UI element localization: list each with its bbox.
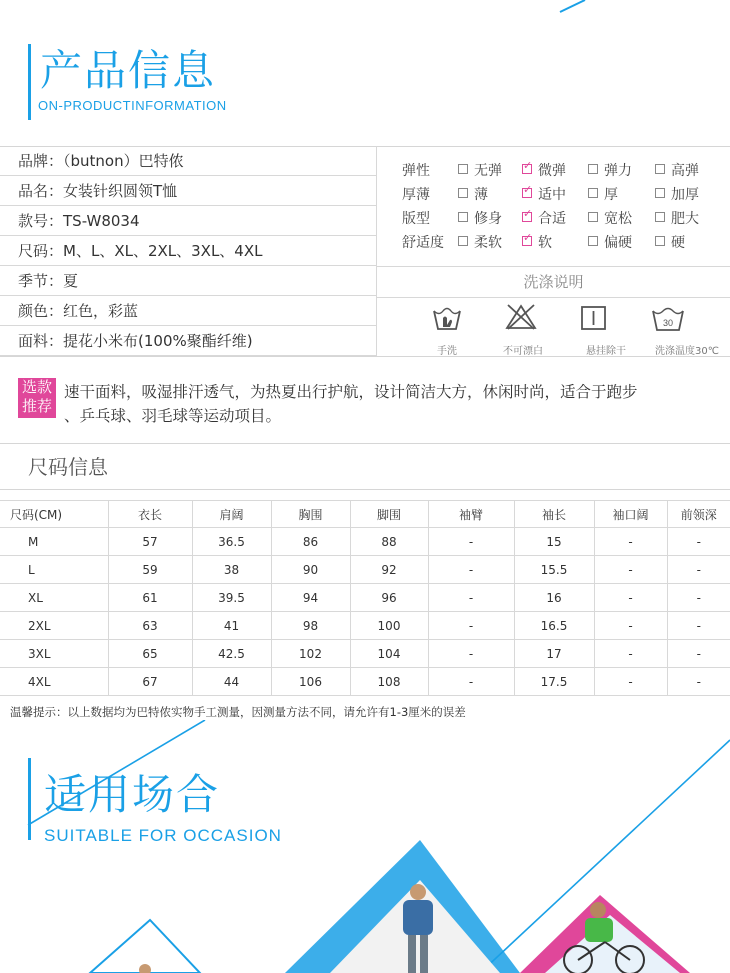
table-cell: 15 (514, 528, 594, 556)
feature-option (458, 160, 502, 180)
wash-label: 不可漂白 (503, 346, 543, 357)
feature-option (458, 232, 502, 252)
table-cell: 3XL (0, 640, 108, 668)
size-note: 温馨提示：以上数据均为巴特侬实物手工测量，因测量方法不同，请允许有1-3厘米的误差 (10, 705, 466, 719)
feature-label: 舒适度 (402, 235, 444, 251)
table-cell: 90 (271, 556, 350, 584)
table-cell: 96 (350, 584, 428, 612)
feature-label: 版型 (402, 211, 430, 227)
table-header-row (0, 501, 730, 528)
info-row (0, 327, 376, 356)
table-cell: 94 (271, 584, 350, 612)
table-row (0, 640, 730, 668)
feature-option-label: 柔软 (474, 235, 502, 251)
table-cell: M (0, 528, 108, 556)
table-header-cell: 袖长 (514, 501, 594, 528)
feature-option-label: 弹力 (604, 163, 632, 179)
table-cell: 38 (192, 556, 271, 584)
feature-option-label: 修身 (474, 211, 502, 227)
table-cell: 16 (514, 584, 594, 612)
wash-title: 洗涤说明 (377, 266, 730, 298)
table-cell: - (428, 668, 514, 696)
table-cell: 41 (192, 612, 271, 640)
feature-label: 弹性 (402, 163, 430, 179)
table-cell: 15.5 (514, 556, 594, 584)
feature-option-label: 薄 (474, 187, 488, 203)
checkbox-icon (588, 236, 598, 246)
recommend-badge (18, 378, 56, 418)
table-cell: 4XL (0, 668, 108, 696)
checked-box-icon (522, 188, 532, 198)
feature-option (588, 184, 618, 204)
table-cell: 100 (350, 612, 428, 640)
table-cell: 17.5 (514, 668, 594, 696)
table-header-cell: 脚围 (350, 501, 428, 528)
checkbox-icon (588, 188, 598, 198)
table-cell: - (428, 556, 514, 584)
table-cell: 42.5 (192, 640, 271, 668)
product-info-subtitle: ON-PRODUCTINFORMATION (38, 98, 227, 113)
feature-option (588, 208, 632, 228)
feature-option-label: 偏硬 (604, 235, 632, 251)
table-cell: 2XL (0, 612, 108, 640)
feature-option-label: 厚 (604, 187, 618, 203)
info-value: 提花小米布(100%聚酯纤维) (63, 332, 253, 350)
table-cell: - (594, 556, 667, 584)
checked-box-icon (522, 236, 532, 246)
info-label: 品牌： (18, 152, 64, 170)
checkbox-icon (458, 212, 468, 222)
table-cell: 102 (271, 640, 350, 668)
table-header-cell: 衣长 (108, 501, 192, 528)
recommend-text-1: 速干面料，吸湿排汗透气，为热夏出行护航，设计简洁大方，休闲时尚，适合于跑步 (64, 383, 638, 401)
feature-option-label: 硬 (671, 235, 685, 251)
feature-option (655, 160, 699, 180)
table-row (0, 528, 730, 556)
info-row (0, 237, 376, 266)
wash-label: 手洗 (437, 346, 457, 357)
feature-option-label: 高弹 (671, 163, 699, 179)
table-row (0, 584, 730, 612)
info-value: 夏 (63, 272, 79, 290)
checked-box-icon (522, 164, 532, 174)
occasion-decor (0, 720, 730, 973)
table-row (0, 556, 730, 584)
hang-dry-icon (580, 305, 608, 331)
wash-temp-value: 30 (662, 318, 674, 328)
info-row (0, 297, 376, 326)
hand-wash-icon (430, 303, 464, 333)
info-label: 款号： (18, 212, 64, 230)
checkbox-icon (655, 164, 665, 174)
table-cell: 57 (108, 528, 192, 556)
table-cell: - (667, 584, 730, 612)
table-header-cell: 肩阔 (192, 501, 271, 528)
info-label: 品名： (18, 182, 64, 200)
info-label: 季节： (18, 272, 64, 290)
feature-option-label: 合适 (538, 211, 566, 227)
info-row (0, 267, 376, 296)
table-header-cell: 前领深 (667, 501, 730, 528)
feature-option-label: 微弹 (538, 163, 566, 179)
table-cell: - (594, 612, 667, 640)
feature-option (655, 208, 699, 228)
table-cell: L (0, 556, 108, 584)
table-cell: 88 (350, 528, 428, 556)
info-row (0, 207, 376, 236)
feature-option (655, 232, 685, 252)
feature-option-label: 宽松 (604, 211, 632, 227)
divider (376, 146, 377, 357)
occasion-title: 适用场合 (44, 770, 221, 819)
table-cell: - (594, 584, 667, 612)
table-cell: 59 (108, 556, 192, 584)
checkbox-icon (655, 236, 665, 246)
info-row (0, 147, 376, 176)
feature-option-label: 无弹 (474, 163, 502, 179)
table-cell: - (428, 612, 514, 640)
table-cell: - (428, 640, 514, 668)
feature-option (655, 184, 699, 204)
table-cell: - (667, 668, 730, 696)
info-label: 面料： (18, 332, 64, 350)
info-value: 女装针织圆领T恤 (63, 182, 178, 200)
wash-label: 悬挂除干 (586, 346, 626, 357)
table-cell: 36.5 (192, 528, 271, 556)
table-cell: - (428, 528, 514, 556)
feature-option-label: 软 (538, 235, 552, 251)
feature-label: 厚薄 (402, 187, 430, 203)
info-row (0, 177, 376, 206)
table-cell: 86 (271, 528, 350, 556)
table-cell: 92 (350, 556, 428, 584)
feature-option (522, 232, 552, 252)
table-cell: 44 (192, 668, 271, 696)
table-cell: XL (0, 584, 108, 612)
table-header-cell: 尺码(CM) (0, 501, 108, 528)
feature-option (588, 160, 632, 180)
table-cell: - (594, 528, 667, 556)
product-info-title: 产品信息 (40, 46, 217, 95)
feature-option (522, 160, 566, 180)
info-value: 红色，彩蓝 (63, 302, 139, 320)
checkbox-icon (588, 164, 598, 174)
checkbox-icon (458, 164, 468, 174)
feature-option (458, 184, 488, 204)
table-cell: - (667, 528, 730, 556)
section-accent-bar (28, 758, 31, 840)
feature-option-label: 肥大 (671, 211, 699, 227)
section-accent-bar (28, 44, 31, 120)
table-header-cell: 袖臂 (428, 501, 514, 528)
table-cell: - (594, 640, 667, 668)
decorative-line (540, 0, 730, 14)
table-header-cell: 袖口阔 (594, 501, 667, 528)
table-cell: 104 (350, 640, 428, 668)
size-info-title: 尺码信息 (28, 455, 108, 479)
info-value: TS-W8034 (63, 212, 140, 230)
feature-option-label: 加厚 (671, 187, 699, 203)
table-row (0, 668, 730, 696)
feature-option (522, 208, 566, 228)
wash-temp-icon (650, 303, 686, 333)
table-cell: 61 (108, 584, 192, 612)
badge-line: 选款 (21, 378, 52, 396)
badge-line: 推荐 (21, 397, 52, 415)
table-cell: - (667, 640, 730, 668)
info-label: 尺码： (18, 242, 64, 260)
checkbox-icon (655, 212, 665, 222)
checkbox-icon (588, 212, 598, 222)
wash-label: 洗涤温度30℃ (655, 346, 719, 357)
table-cell: 63 (108, 612, 192, 640)
table-cell: 106 (271, 668, 350, 696)
table-row (0, 612, 730, 640)
feature-option (522, 184, 566, 204)
no-bleach-icon (505, 303, 537, 331)
checked-box-icon (522, 212, 532, 222)
table-cell: 98 (271, 612, 350, 640)
info-value: M、L、XL、2XL、3XL、4XL (63, 242, 263, 260)
divider (0, 489, 730, 490)
feature-option (588, 232, 632, 252)
table-cell: 67 (108, 668, 192, 696)
feature-option (458, 208, 502, 228)
table-cell: 16.5 (514, 612, 594, 640)
occasion-subtitle: SUITABLE FOR OCCASION (44, 826, 282, 845)
checkbox-icon (655, 188, 665, 198)
checkbox-icon (458, 188, 468, 198)
info-label: 颜色： (18, 302, 64, 320)
recommend-text-2: 、乒乓球、羽毛球等运动项目。 (64, 407, 282, 425)
info-value: （butnon）巴特侬 (63, 152, 184, 170)
table-cell: 39.5 (192, 584, 271, 612)
table-cell: - (428, 584, 514, 612)
table-cell: - (667, 612, 730, 640)
divider (0, 443, 730, 444)
table-cell: 65 (108, 640, 192, 668)
table-cell: 108 (350, 668, 428, 696)
table-cell: - (667, 556, 730, 584)
size-table (0, 500, 730, 696)
table-cell: 17 (514, 640, 594, 668)
table-header-cell: 胸围 (271, 501, 350, 528)
table-cell: - (594, 668, 667, 696)
checkbox-icon (458, 236, 468, 246)
feature-option-label: 适中 (538, 187, 566, 203)
